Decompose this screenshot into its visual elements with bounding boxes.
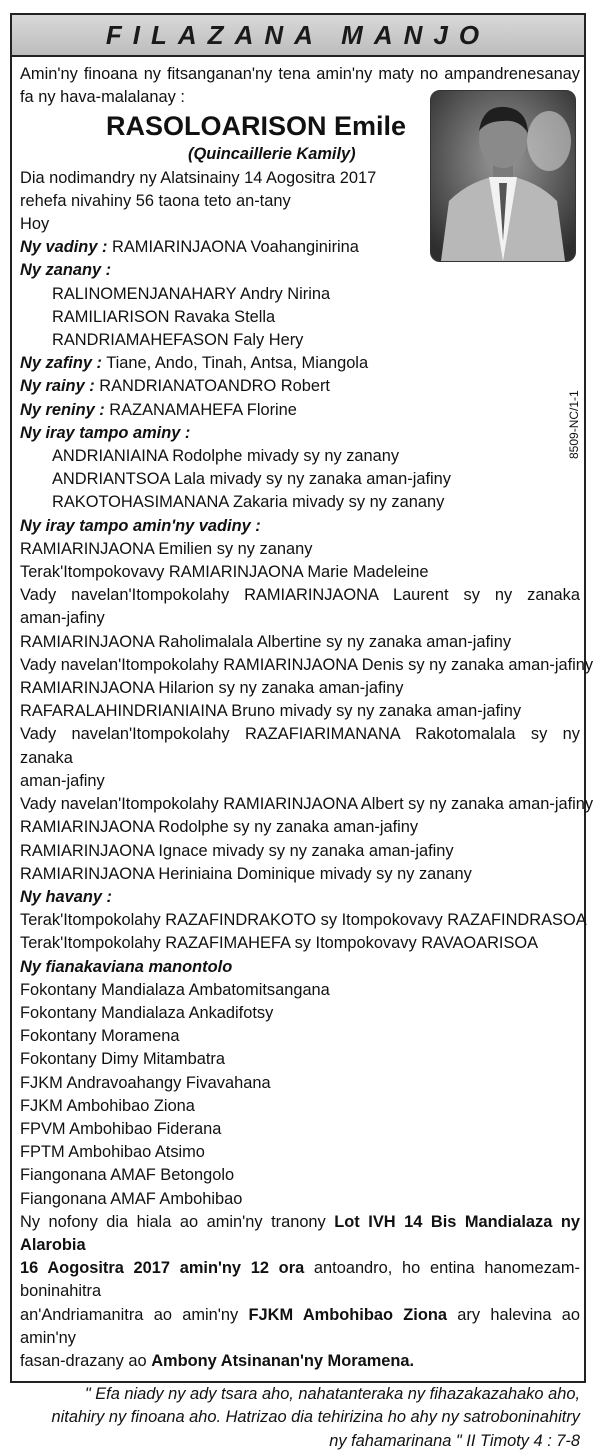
zanany-item: RANDRIAMAHEFASON Faly Hery [52,331,304,350]
funeral-datetime: 16 Aogositra 2017 amin'ny 12 ora [20,1259,305,1278]
iray-tampo-vadiny-item: RAMIARINJAONA Hilarion sy ny zanaka aman-jafiny [20,679,404,698]
iray-tampo-vadiny-item: RAMIARINJAONA Heriniaina Dominique mivady sy ny zanany [20,864,472,883]
notice-frame [10,13,594,1450]
iray-tampo-vadiny-item: RAMIARINJAONA Ignace mivady sy ny zanaka aman-jafiny [20,841,454,860]
fianakaviana-item: Fiangonana AMAF Betongolo [20,1166,235,1185]
zanany-item: RALINOMENJANAHARY Andry Nirina [52,284,331,303]
funeral-line [20,1350,580,1373]
iray-tampo-vadiny-item: RAMIARINJAONA Emilien sy ny zanany [20,539,313,558]
iray-tampo-vadiny-item: Terak'Itompokovavy RAMIARINJAONA Marie Madeleine [20,563,429,582]
iray-tampo-vadiny-item: RAMIARINJAONA Rodolphe sy ny zanaka aman-jafiny [20,818,419,837]
scripture-quote: ny fahamarinana " II Timoty 4 : 7-8 [329,1431,580,1450]
rainy-label: Ny rainy : [20,377,95,396]
zanany-label: Ny zanany : [20,261,112,280]
fianakaviana-item: Fokontany Mandialaza Ambatomitsangana [20,980,330,999]
zanany-item: RAMILIARISON Ravaka Stella [52,307,276,326]
havany-label: Ny havany : [20,887,113,906]
iray-tampo-label: Ny iray tampo aminy : [20,423,191,442]
intro-line: Amin'ny finoana ny fitsanganan'ny tena amin'ny maty no ampandrenesanay [20,65,580,83]
intro-line: fa ny hava-malalanay : [20,88,185,107]
fianakaviana-item: FJKM Ambohibao Ziona [20,1096,195,1115]
havany-item: Terak'Itompokolahy RAZAFINDRAKOTO sy Itompokovavy RAZAFINDRASOA [20,911,587,930]
iray-tampo-vadiny-item: Vady navelan'Itompokolahy RAZAFIARIMANANA Rakotomalala sy ny zanaka [20,725,580,767]
iray-tampo-vadiny-item: RAMIARINJAONA Raholimalala Albertine sy ny zanaka aman-jafiny [20,632,512,651]
iray-tampo-vadiny-item: Vady navelan'Itompokolahy RAMIARINJAONA Laurent sy ny zanaka [20,586,580,605]
iray-tampo-vadiny-item: RAFARALAHINDRIANIAINA Bruno mivady sy ny zanaka aman-jafiny [20,702,522,721]
notice-header [12,15,584,57]
iray-tampo-vadiny-item: aman-jafiny [20,771,105,790]
rainy-value: RANDRIANATOANDRO Robert [99,377,330,396]
funeral-text: antoandro, ho entina hanomezam-boninahitra [20,1259,580,1301]
deceased-name: RASOLOARISON Emile [106,111,407,142]
havany-item: Terak'Itompokolahy RAZAFIMAHEFA sy Itompokovavy RAVAOARISOA [20,934,539,953]
funeral-line [20,1211,580,1257]
vadiny-label: Ny vadiny : [20,238,108,257]
iray-tampo-vadiny-item: Vady navelan'Itompokolahy RAMIARINJAONA Albert sy ny zanaka aman-jafiny [20,795,594,814]
vadiny-value: RAMIARINJAONA Voahanginirina [112,238,359,257]
rainy-line [20,375,580,398]
funeral-line [20,1257,580,1303]
funeral-location: Lot IVH 14 Bis Mandialaza ny Alarobia [20,1212,580,1254]
iray-tampo-vadiny-label: Ny iray tampo amin'ny vadiny : [20,516,261,535]
iray-tampo-vadiny-item: Vady navelan'Itompokolahy RAMIARINJAONA Denis sy ny zanaka aman-jafiny [20,655,594,674]
iray-tampo-vadiny-item: aman-jafiny [20,609,105,628]
fianakaviana-item: Fokontany Mandialaza Ankadifotsy [20,1003,274,1022]
iray-tampo-item: ANDRIANTSOA Lala mivady sy ny zanaka aman-jafiny [52,470,451,489]
scripture-quote: nitahiry ny finoana aho. Hatrizao dia tehirizina ho ahy ny satroboninahitry [51,1408,580,1427]
iray-tampo-item: RAKOTOHASIMANANA Zakaria mivady sy ny zanany [52,493,445,512]
reniny-value: RAZANAMAHEFA Florine [109,400,297,419]
reniny-line [20,399,580,422]
iray-tampo-item: ANDRIANIAINA Rodolphe mivady sy ny zanany [52,447,400,466]
funeral-text: ary halevina ao amin'ny [20,1305,580,1347]
notice-body [20,63,594,1453]
vadiny-line [20,236,580,259]
death-info: Hoy [20,215,50,234]
zafiny-value: Tiane, Ando, Tinah, Antsa, Miangola [106,354,369,373]
deceased-business: (Quincaillerie Kamily) [188,145,356,164]
fianakaviana-item: Fokontany Dimy Mitambatra [20,1050,225,1069]
death-info: rehefa nivahiny 56 taona teto an-tany [20,191,291,210]
funeral-text: fasan-drazany ao [20,1351,152,1370]
reniny-label: Ny reniny : [20,400,105,419]
zafiny-label: Ny zafiny : [20,354,102,373]
fianakaviana-item: FPVM Ambohibao Fiderana [20,1119,222,1138]
funeral-church: FJKM Ambohibao Ziona [248,1305,447,1324]
fianakaviana-item: FJKM Andravoahangy Fivavahana [20,1073,271,1092]
funeral-text: Ny nofony dia hiala ao amin'ny tranony [20,1212,335,1231]
fianakaviana-item: FPTM Ambohibao Atsimo [20,1143,205,1162]
zafiny-line [20,352,580,375]
fianakaviana-item: Fokontany Moramena [20,1027,180,1046]
death-info: Dia nodimandry ny Alatsinainy 14 Aogositra 2017 [20,168,377,187]
notice-title: FILAZANA MANJO [105,20,491,50]
fianakaviana-item: Fiangonana AMAF Ambohibao [20,1189,243,1208]
fianakaviana-label: Ny fianakaviana manontolo [20,957,233,976]
ad-code: 8509-NC/1-1 [567,390,581,459]
funeral-line [20,1304,580,1350]
funeral-text: an'Andriamanitra ao amin'ny [20,1305,249,1324]
burial-place: Ambony Atsinanan'ny Moramena. [151,1351,415,1370]
scripture-quote: " Efa niady ny ady tsara aho, nahatanteraka ny fihazakazahako aho, [84,1385,580,1404]
